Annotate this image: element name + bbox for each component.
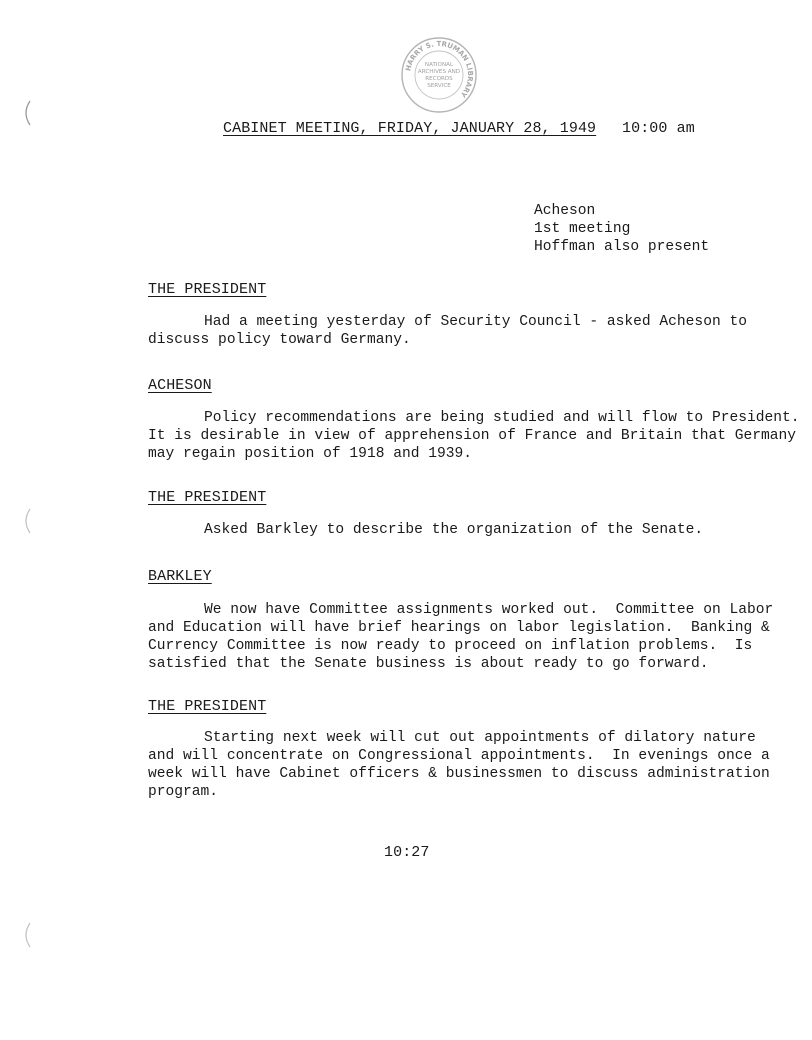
speaker-heading: ACHESON: [148, 377, 212, 394]
remark-line: satisfied that the Senate business is about ready to go forward.: [148, 656, 709, 672]
speaker-heading: BARKLEY: [148, 568, 212, 585]
speaker-remarks: [148, 521, 758, 539]
meeting-start-time: 10:00 am: [622, 120, 695, 137]
remark-line: Had a meeting yesterday of Security Council - asked Acheson to: [204, 314, 747, 330]
punch-hole-mark-icon: [20, 922, 32, 948]
remark-line: may regain position of 1918 and 1939.: [148, 446, 473, 462]
stamp-line-2: ARCHIVES AND: [417, 69, 461, 75]
speaker-remarks: [148, 409, 800, 463]
speaker-remarks: [148, 729, 770, 801]
attendee-line: Acheson: [534, 203, 596, 219]
speaker-remarks: [148, 601, 774, 673]
remark-line: program.: [148, 784, 219, 800]
remark-line: It is desirable in view of apprehension of France and Britain that Germany: [148, 428, 797, 444]
speaker-heading: THE PRESIDENT: [148, 489, 267, 506]
archive-seal-icon: [400, 36, 478, 114]
speaker-heading: THE PRESIDENT: [148, 698, 267, 715]
punch-hole-mark-icon: [20, 508, 32, 534]
remark-line: Starting next week will cut out appointments of dilatory nature: [204, 730, 756, 746]
archive-stamp: [400, 36, 478, 114]
remark-line: Asked Barkley to describe the organization of the Senate.: [204, 522, 704, 538]
stamp-line-1: NATIONAL: [424, 62, 454, 68]
attendee-line: Hoffman also present: [534, 239, 710, 255]
attendee-notes: [534, 202, 709, 256]
remark-line: We now have Committee assignments worked out. Committee on Labor: [204, 602, 774, 618]
remark-line: and will concentrate on Congressional appointments. In evenings once a: [148, 748, 770, 764]
remark-line: Policy recommendations are being studied and will flow to President.: [204, 410, 800, 426]
punch-hole-mark-icon: [20, 100, 32, 126]
stamp-line-3: RECORDS: [425, 76, 453, 82]
attendee-line: 1st meeting: [534, 221, 631, 237]
meeting-title: CABINET MEETING, FRIDAY, JANUARY 28, 1949: [223, 120, 597, 137]
speaker-heading: THE PRESIDENT: [148, 281, 267, 298]
stamp-line-4: SERVICE: [427, 83, 451, 89]
remark-line: and Education will have brief hearings on labor legislation. Banking &: [148, 620, 770, 636]
meeting-end-time: 10:27: [384, 844, 430, 861]
stamp-ring-text: HARRY S. TRUMAN LIBRARY: [404, 39, 475, 99]
speaker-remarks: [148, 313, 758, 349]
remark-line: Currency Committee is now ready to proceed on inflation problems. Is: [148, 638, 753, 654]
remark-line: discuss policy toward Germany.: [148, 332, 411, 348]
remark-line: week will have Cabinet officers & businessmen to discuss administration: [148, 766, 770, 782]
